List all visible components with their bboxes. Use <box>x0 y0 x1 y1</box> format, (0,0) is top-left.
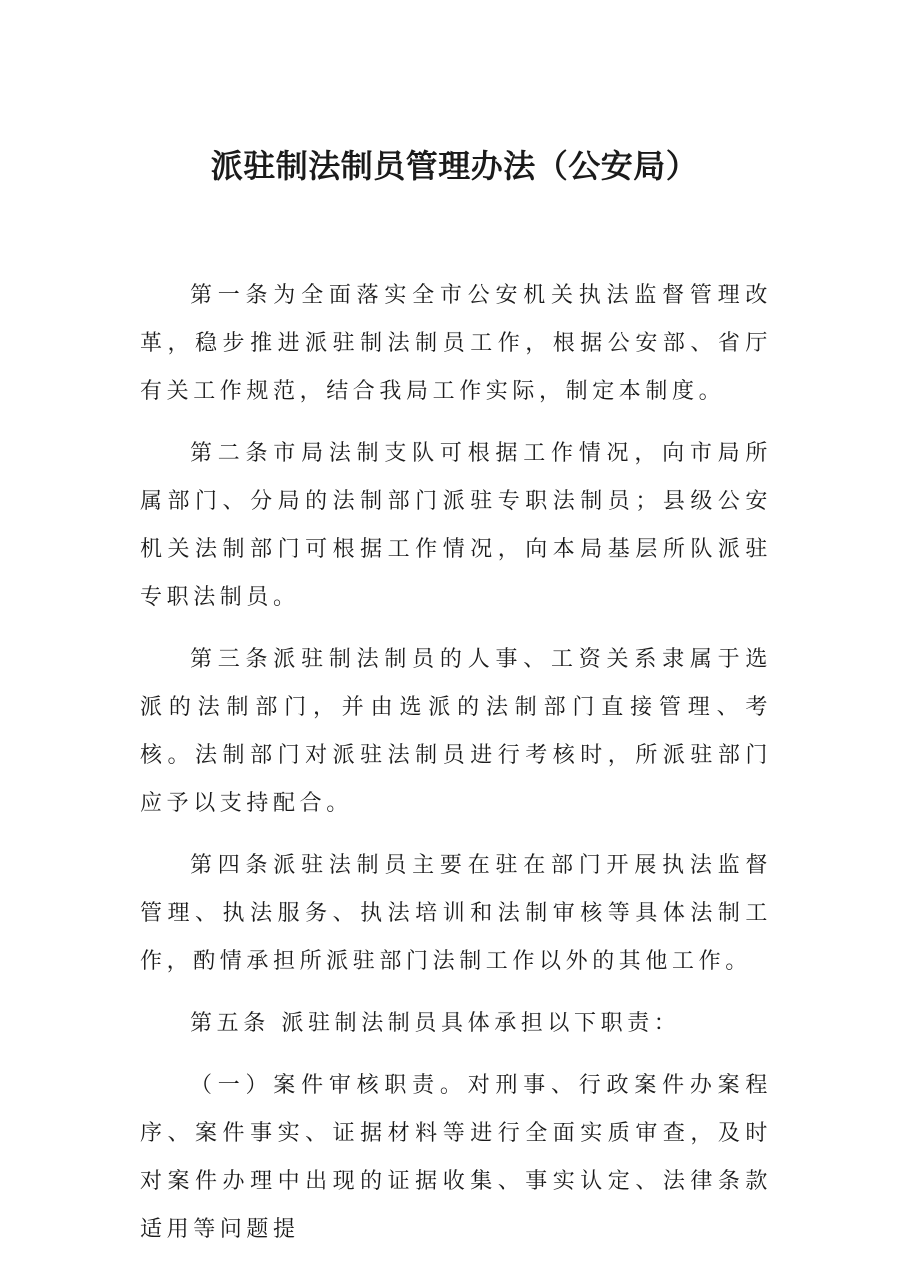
document-title: 派驻制法制员管理办法（公安局） <box>210 147 699 185</box>
paragraph-article-1: 第一条为全面落实全市公安机关执法监督管理改革，稳步推进派驻制法制员工作，根据公安部、省厅有关工作规范，结合我局工作实际，制定本制度。 <box>140 283 772 404</box>
paragraph-article-3: 第三条派驻制法制员的人事、工资关系隶属于选派的法制部门，并由选派的法制部门直接管理、考核。法制部门对派驻法制员进行考核时，所派驻部门应予以支持配合。 <box>140 647 772 816</box>
paragraph-article-2: 第二条市局法制支队可根据工作情况，向市局所属部门、分局的法制部门派驻专职法制员；县级公安机关法制部门可根据工作情况，向本局基层所队派驻专职法制员。 <box>140 441 772 610</box>
paragraph-article-5: 第五条 派驻制法制员具体承担以下职责： <box>190 1011 681 1036</box>
document-body <box>140 272 772 1268</box>
paragraph-article-4: 第四条派驻法制员主要在驻在部门开展执法监督管理、执法服务、执法培训和法制审核等具体法制工作，酌情承担所派驻部门法制工作以外的其他工作。 <box>140 853 772 974</box>
paragraph-item-1: （一）案件审核职责。对刑事、行政案件办案程序、案件事实、证据材料等进行全面实质审查，及时对案件办理中出现的证据收集、事实认定、法律条款适用等问题提 <box>140 1073 772 1242</box>
